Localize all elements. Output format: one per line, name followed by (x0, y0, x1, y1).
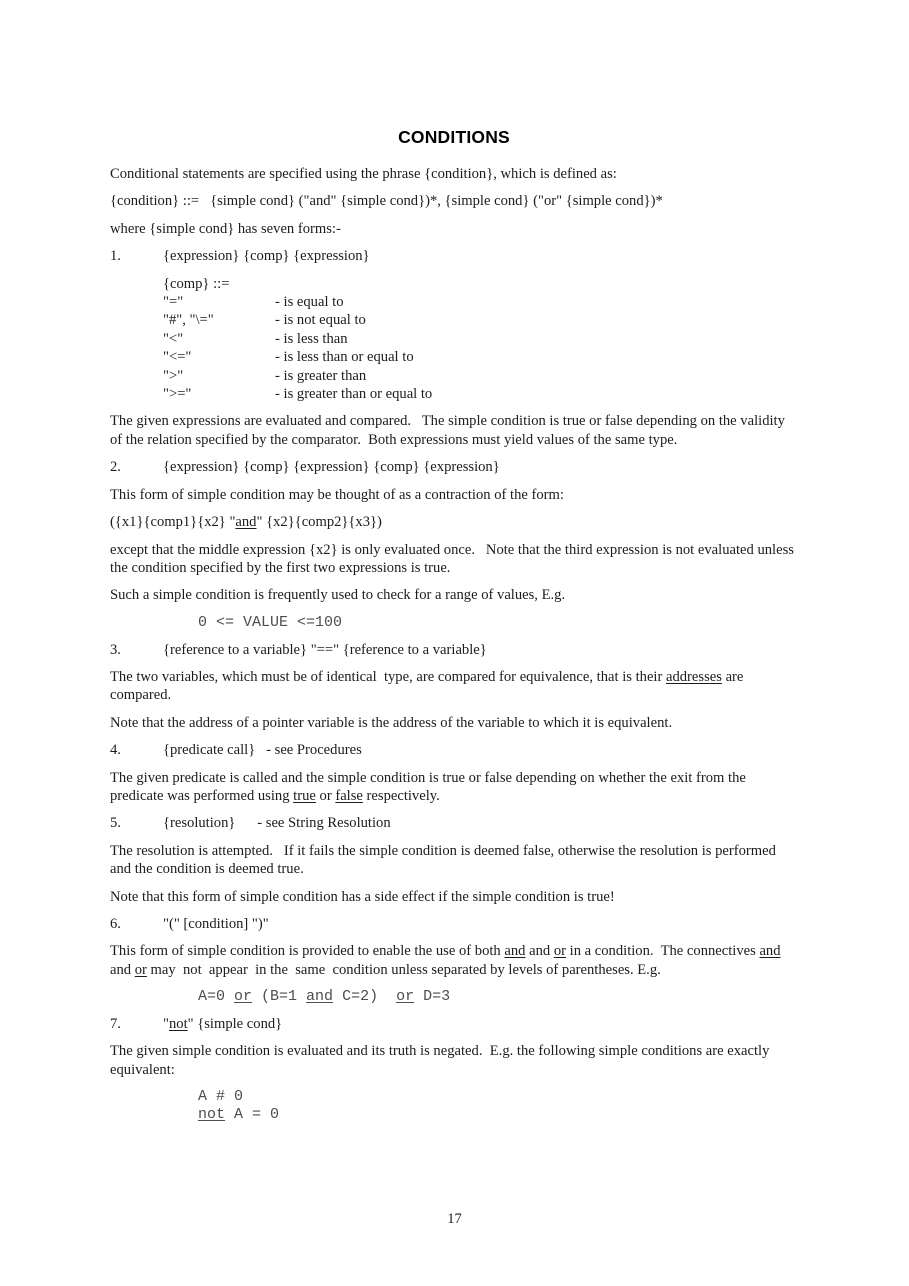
underlined-text: or (553, 943, 566, 960)
text-segment: Conditional statements are specified using the phrase {condition}, which is defined as: (110, 166, 617, 182)
text-segment: respectively. (362, 787, 440, 804)
deflist-row (163, 348, 798, 366)
text-segment: may not appear in the same condition unless separated by levels of parentheses. E.g. (146, 961, 661, 978)
text-segment: This form of simple condition is provided to enable the use of both (110, 943, 505, 960)
para-range-check (110, 586, 798, 604)
para-form3-explanation (110, 668, 798, 705)
item-1 (110, 247, 798, 265)
text-segment: A # 0 (198, 1088, 244, 1106)
item-6 (110, 915, 798, 933)
text-segment: D=3 (414, 988, 451, 1006)
underlined-text: and (504, 943, 526, 960)
text-segment: {resolution} - see String Resolution (163, 815, 391, 832)
text-segment: {condition} ::= {simple cond} ("and" {simple cond})*, {simple cond} ("or" {simple cond})* (110, 193, 663, 210)
text-segment: 0 <= VALUE <=100 (198, 613, 343, 631)
text-segment: or (315, 787, 336, 804)
deflist-row (163, 293, 798, 311)
comp-definition-list (163, 275, 798, 404)
para-intro (110, 165, 798, 183)
text-segment: are compared. (110, 668, 748, 704)
item-text (163, 741, 798, 759)
page-title: CONDITIONS (398, 127, 510, 147)
comparator-symbol: "<" (163, 330, 184, 347)
para-form7-explanation (110, 1042, 798, 1079)
para-condition-definition (110, 192, 798, 210)
text-segment: " (163, 1016, 169, 1032)
text-segment: The resolution is attempted. If it fails the simple condition is deemed false, otherwise the resolution is performed and the condition is deemed true. (110, 842, 780, 878)
text-segment: where {simple cond} has seven forms:- (110, 220, 341, 237)
underlined-text: and (235, 514, 257, 531)
deflist-row (163, 311, 798, 329)
code-line (198, 614, 798, 632)
item-text (163, 247, 798, 265)
text-segment: Note that this form of simple condition has a side effect if the simple condition is true! (110, 888, 615, 905)
text-segment: {expression} {comp} {expression} (163, 248, 370, 265)
page-number: 17 (447, 1211, 462, 1227)
document-blocks (110, 165, 798, 1124)
text-segment: and (525, 943, 554, 960)
underlined-text: and (306, 988, 334, 1006)
text-segment: Such a simple condition is frequently used to check for a range of values, E.g. (110, 587, 566, 604)
para-side-effect-note (110, 888, 798, 906)
item-number: 2. (110, 459, 121, 476)
code-connectives-example (198, 988, 798, 1006)
code-line (198, 1088, 798, 1106)
item-text (163, 814, 798, 832)
item-3 (110, 641, 798, 659)
code-range-example (198, 614, 798, 632)
text-segment: except that the middle expression {x2} is only evaluated once. Note that the third expression is not evaluated unless the condition specified by the first two expressions is true. (110, 541, 798, 576)
underlined-text: or (396, 988, 415, 1006)
deflist-lead: {comp} ::= (163, 275, 230, 292)
comparator-description: - is equal to (275, 294, 344, 311)
text-segment: {reference to a variable} "==" {reference to a variable} (163, 641, 487, 658)
item-5 (110, 814, 798, 832)
deflist-row (163, 385, 798, 403)
text-segment: "(" [condition] ")" (163, 915, 269, 932)
para-pointer-note (110, 714, 798, 732)
deflist-row (163, 367, 798, 385)
text-segment: The two variables, which must be of identical type, are compared for equivalence, that is their (110, 668, 666, 685)
item-7 (110, 1015, 798, 1033)
item-number: 5. (110, 815, 121, 832)
comparator-description: - is greater than (275, 367, 367, 384)
code-line (198, 988, 798, 1006)
para-seven-forms (110, 220, 798, 238)
underlined-text: not (198, 1106, 226, 1124)
document-content (110, 127, 798, 1133)
para-form1-explanation (110, 412, 798, 449)
comparator-description: - is greater than or equal to (275, 386, 433, 403)
underlined-text: or (234, 988, 253, 1006)
para-form2-evaluation (110, 541, 798, 578)
text-segment: ({x1}{comp1}{x2} " (110, 514, 236, 531)
text-segment: The given expressions are evaluated and compared. The simple condition is true or false depending on the validity of the relation specified by the comparator. Both expressions must yield values of the same type. (110, 413, 789, 448)
text-segment: {expression} {comp} {expression} {comp} {expression} (163, 459, 500, 476)
text-segment: " {x2}{comp2}{x3}) (256, 514, 382, 531)
underlined-text: addresses (665, 668, 722, 685)
deflist-row (163, 330, 798, 348)
text-segment: " {simple cond} (187, 1016, 283, 1032)
comparator-symbol: ">=" (163, 386, 192, 403)
text-segment: This form of simple condition may be thought of as a contraction of the form: (110, 486, 564, 503)
text-segment: and (110, 943, 785, 978)
comparator-symbol: "=" (163, 294, 184, 311)
underlined-text: false (335, 787, 363, 804)
item-number: 6. (110, 915, 121, 932)
comparator-symbol: "#", "\=" (163, 312, 214, 329)
underlined-text: not (168, 1016, 188, 1032)
comparator-symbol: ">" (163, 367, 184, 384)
item-number: 1. (110, 248, 121, 265)
underlined-text: or (134, 961, 147, 978)
item-number: 7. (110, 1016, 121, 1032)
code-negation-example (198, 1088, 798, 1124)
item-number: 4. (110, 742, 121, 759)
para-form4-explanation (110, 769, 798, 806)
para-form2-contraction (110, 486, 798, 504)
item-4 (110, 741, 798, 759)
item-2 (110, 458, 798, 476)
para-contraction-formula (110, 513, 798, 531)
comparator-description: - is less than or equal to (275, 349, 414, 366)
para-form6-explanation (110, 942, 798, 979)
item-text (163, 915, 798, 933)
comparator-symbol: "<=" (163, 349, 192, 366)
text-segment: in a condition. The connectives (566, 943, 760, 960)
text-segment: The given simple condition is evaluated and its truth is negated. E.g. the following simple conditions are exactly equivalent: (110, 1043, 774, 1078)
text-segment: Note that the address of a pointer variable is the address of the variable to which it is equivalent. (110, 714, 673, 731)
item-text (163, 641, 798, 659)
text-segment: (B=1 (252, 988, 307, 1006)
item-text (163, 458, 798, 476)
text-segment: A = 0 (225, 1106, 280, 1124)
comparator-description: - is less than (275, 330, 348, 347)
underlined-text: and (759, 943, 781, 960)
para-form5-explanation (110, 842, 798, 879)
item-text (163, 1015, 798, 1033)
code-line (198, 1106, 798, 1124)
text-segment: {predicate call} - see Procedures (163, 742, 362, 759)
text-segment: The given predicate is called and the simple condition is true or false depending on whether the exit from the predicate was performed using (110, 769, 750, 804)
text-segment: C=2) (333, 988, 397, 1006)
underlined-text: true (293, 787, 316, 804)
text-segment: A=0 (198, 988, 235, 1006)
comparator-description: - is not equal to (275, 312, 366, 329)
item-number: 3. (110, 641, 121, 658)
